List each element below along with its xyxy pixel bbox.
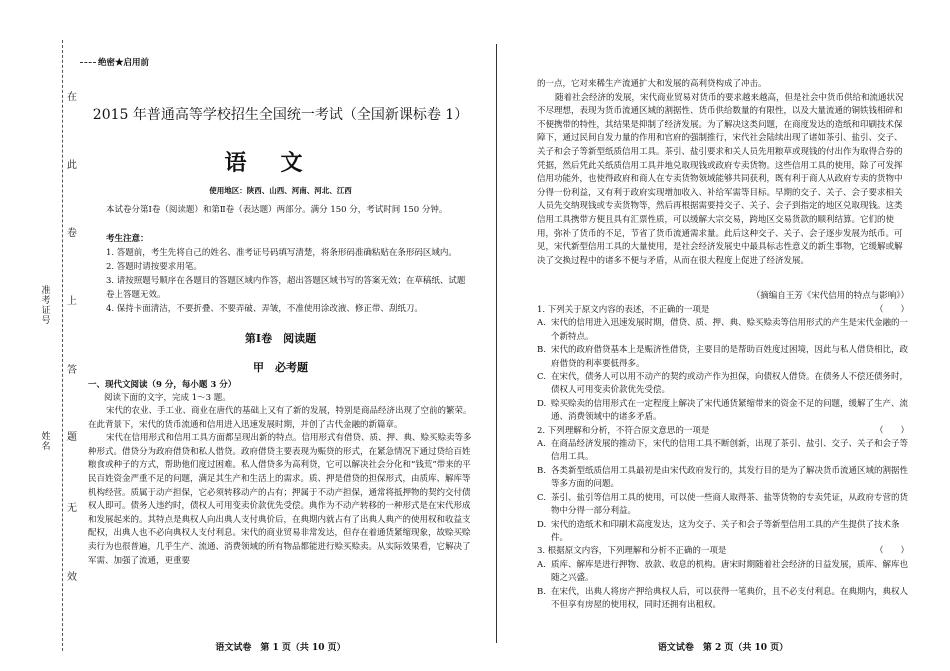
option-a: A. 宋代的信用进入迅速发展时期，借贷、质、押、典、赊买赊卖等信用形式的产生是宋代金融的一个新特点。: [537, 318, 909, 342]
notes-title: 考生注意：: [106, 234, 149, 244]
page-divider: [496, 44, 497, 643]
option-d: D. 宋代的造纸术和印刷术高度发达，这为交子、关子和会子等新型信用工具的产生提供了技术条件。: [537, 519, 900, 543]
binding-label: 上: [67, 296, 77, 307]
passage-paragraph: 宋代的农业、手工业、商业在唐代的基础上又有了新的发展，特别是商品经济出现了空前的繁荣。在此背景下，宋代的货币流通和信用进入迅速发展时期，并创了古代金融的新篇章。: [88, 406, 472, 430]
exam-title: 2015 年普通高等学校招生全国统一考试（全国新课标卷 1）: [92, 107, 469, 123]
passage-left: [88, 405, 473, 627]
binding-label: 在: [67, 92, 77, 103]
binding-label: 答: [67, 365, 77, 376]
binding-label: 卷: [67, 228, 77, 239]
option-b: B. 各类新型纸质信用工具最初是由宋代政府发行的，其发行目的是为了解决货币流通区域的割据性等多方面的问题。: [537, 465, 909, 490]
secret-label: 绝密★启用前: [80, 56, 149, 68]
binding-label: 效: [67, 572, 77, 583]
question-stem: 2. 下列理解和分析，不符合原文意思的一项是: [537, 425, 710, 436]
passage-paragraph: 宋代在信用形式和信用工具方面都呈现出新的特点。信用形式有借贷、质、押、典、赊买赊卖等多种形式。借贷分为政府借贷和私人借贷。政府借贷主要表现为赈贷的形式，在紧急情况下通过贷给百姓粮食或种子的方式，帮助他们度过困难。私人借贷多为高利贷，它可以解决社会分化和“钱荒”带来的平民百姓资金严重不足的问题，满足其生产和生活上的需求。质、押是借贷的担保形式，由质库、解库等机构经营。质属于动产担保，它必须转移动产的占有；押属于不动产担保，通常将抵押物的契约交付债权人即可。债务人违约时，债权人可用变卖价款优先受偿。典作为不动产转移的一种形式是在宋代形成和发展起来的。其特点是典权人向出典人支付典价后，在典期内就占有了出典人典产的使用权和收益支配权，出典人也不必向典权人支付利息。宋代的商业贸易非常发达，但存在着通货紧缩现象，故赊买赊卖行为也很普遍，几乎生产、流通、消费领域的所有物品都能进行赊买赊卖。从实际效果看，它解决了军需、加强了流通，更重要: [88, 433, 472, 566]
passage-paragraph: 的一点，它对来稀生产流通扩大和发展的高利贷构成了冲击。: [537, 79, 767, 89]
passage-right: [537, 78, 909, 290]
note-item: 2. 答题时请按要求用笔。: [106, 262, 202, 272]
page-footer-right: 语文试卷 第 2 页（共 10 页）: [657, 643, 789, 653]
intro-text: 本试卷分第Ⅰ卷（阅读题）和第Ⅱ卷（表达题）两部分。满分 150 分，考试时间 150 分钟。: [106, 205, 448, 215]
source-citation: （摘编自王芳《宋代信用的特点与影响》）: [751, 291, 909, 301]
option-a: A. 质库、解库是进行押物、放款、收息的机构。唐宋时期随着社会经济的日益发展，质库、解库也随之兴盛。: [537, 559, 909, 584]
note-item: 1. 答题前，考生先将自己的姓名、准考证号码填写清楚，将条形码准确粘贴在条形码区域内。: [106, 248, 457, 258]
passage-paragraph: 随着社会经济的发展，宋代商业贸易对货币的要求越来越高，但是社会中货币供给和流通状况不尽理想，表现为货币流通区域的割据性、货币供给数量的有限性，以及大量流通的铜铁钱相碎和不便携带的特性，其结果是抑制了经济发展。为了解决这类问题，在商度发达的造纸和印刷技术保障下，通过民间自发力量的作用和官府的强制推行，宋代社会陆续出现了诸如茶引、盐引、交子、关子和会子等新型纸质信用工具。茶引、盐引要求和关人员先用粮草或现钱的付出作为取得合券的凭据，然后凭此关纸质信用工具并地兑取现钱或政府专卖货物。这些信用工具的使用，除了可发挥信用功能外，也使得政府和商人在专卖货物领域能够共同获利，既有利于商人从政府专卖的货物中分得一份利益，又有利于政府实现增加收入、补给军需等目标。早期的交子、关子、会子要求相关人员先交纳现钱或专卖货物等，然后再根据需要持交子、关子、会子到指定的地区兑取现钱。这类信用工具携带方便且具有汇票性质，可以缓解大宗交易，跨地区交易货款的顺利结算。它们的使用，弥补了货币的不足，节省了货币流通需求量。此后这种交子、关子、会子逐步发展为纸币。可见，宋代新型信用工具的大量使用，是社会经济发展史中最具标志性意义的新生事物，它缓解或解决了交换过程中的诸多不便与矛盾，从而在很大程度上促进了经济发展。: [537, 92, 904, 266]
questions: [537, 304, 909, 636]
notes-list: [106, 246, 466, 316]
page-footer-left: 语文试卷 第 1 页（共 10 页）: [215, 643, 346, 653]
option-c: C. 在宋代，债务人可以用不动产的契约或动产作为担保，向债权人借贷。在债务人不偿还债务时，债权人可用变卖价款优先受偿。: [537, 372, 909, 396]
option-c: C. 茶引、盐引等信用工具的使用，可以使一些商人取得茶、盐等货物的专卖凭证，从政府专营的货物中分得一部分利益。: [537, 492, 909, 517]
binding-label: 此: [67, 160, 77, 171]
question-stem: 3. 根据原文内容，下列理解和分析不正确的一项是: [537, 546, 727, 557]
question-1: [537, 304, 909, 425]
answer-paren: （ ）: [874, 546, 909, 557]
candidate-id-label: 准考证号: [41, 286, 51, 326]
binding-line: [62, 40, 63, 651]
question-2: [537, 425, 909, 546]
binding-label: 无: [67, 503, 77, 514]
note-item: 4. 保持卡面清洁，不要折叠、不要弄破、弄皱，不准使用涂改液、修正带、刮纸刀。: [106, 304, 423, 314]
question-stem: 1. 下列关于原文内容的表述，不正确的一项是: [537, 305, 710, 315]
option-d: D. 赊买赊卖的信用形式在一定程度上解决了宋代通货紧缩带来的资金不足的问题，缓解了生产、流通、消费领域中的诸多矛盾。: [537, 398, 909, 423]
regions-line: 使用地区：陕西、山西、河南、河北、江西: [209, 186, 352, 195]
binding-label: 题: [67, 432, 77, 443]
note-item: 3. 请按照题号顺序在各题目的答题区域内作答，超出答题区域书写的答案无效；在草稿纸、试题卷上答题无效。: [106, 276, 466, 300]
question-3: [537, 545, 909, 612]
option-a: A. 在商品经济发展的推动下，宋代的信用工具不断创新，出现了茶引、盐引、交子、关子和会子等信用工具。: [537, 439, 909, 463]
section-a-title: 甲 必考题: [253, 361, 308, 374]
part1-title: 第Ⅰ卷 阅读题: [244, 332, 317, 345]
modern-reading-title: 一、现代文阅读（9 分，每小题 3 分）: [88, 380, 237, 390]
option-b: B. 宋代的政府借贷基本上是赈济性借贷，主要目的是帮助百姓度过困境，因此与私人借贷相比，政府借贷的利率要低得多。: [537, 345, 909, 369]
answer-paren: （ ）: [874, 305, 909, 315]
option-b: B. 在宋代，出典人将房产押给典权人后，可以获得一笔典价，且不必支付利息。在典期内，典权人不但享有房屋的使用权，同时还拥有出租权。: [537, 586, 909, 610]
candidate-name-label: 姓名: [41, 432, 51, 452]
modern-reading-instruction: 阅读下面的文字，完成 1～3 题。: [104, 393, 231, 403]
subject-title: 语文: [224, 150, 337, 176]
answer-paren: （ ）: [874, 425, 909, 436]
